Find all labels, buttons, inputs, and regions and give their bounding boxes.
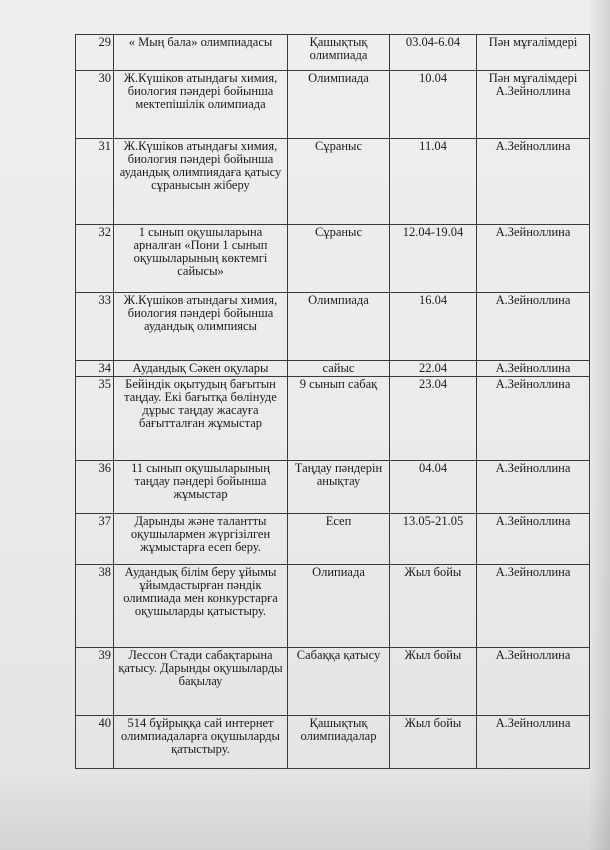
row-number: 38 xyxy=(76,565,114,648)
event-date: 03.04-6.04 xyxy=(390,35,477,71)
responsible-person: А.Зейноллина xyxy=(477,565,590,648)
table-row xyxy=(76,293,590,361)
row-number: 35 xyxy=(76,377,114,461)
event-form: Олимпиада xyxy=(288,71,390,139)
table-row xyxy=(76,648,590,716)
event-name: Аудандық білім беру ұйымы ұйымдастырған пәндік олимпиада мен конкурстарға оқушыларды қатыстыру. xyxy=(114,565,288,648)
table-row xyxy=(76,514,590,565)
event-form: Сұраныс xyxy=(288,225,390,293)
table-row xyxy=(76,35,590,71)
event-name: Аудандық Сәкен оқулары xyxy=(114,361,288,377)
row-number: 32 xyxy=(76,225,114,293)
event-date: 23.04 xyxy=(390,377,477,461)
event-date: 04.04 xyxy=(390,461,477,514)
event-name: 1 сынып оқушыларына арналған «Пони 1 сынып оқушыларының көктемгі сайысы» xyxy=(114,225,288,293)
page-bottom-shadow xyxy=(0,770,610,850)
event-name: Дарынды және талантты оқушылармен жүргізілген жұмыстарға есеп беру. xyxy=(114,514,288,565)
event-date: 11.04 xyxy=(390,139,477,225)
responsible-person: А.Зейноллина xyxy=(477,225,590,293)
page-edge-shadow xyxy=(588,0,610,850)
event-form: Қашықтық олимпиада xyxy=(288,35,390,71)
plan-table xyxy=(75,34,590,769)
row-number: 40 xyxy=(76,716,114,769)
event-name: 514 бұйрыққа сай интернет олимпиадаларға оқушыларды қатыстыру. xyxy=(114,716,288,769)
event-form: Сабаққа қатысу xyxy=(288,648,390,716)
row-number: 30 xyxy=(76,71,114,139)
responsible-person: А.Зейноллина xyxy=(477,293,590,361)
event-name: 11 сынып оқушыларының таңдау пәндері бойынша жұмыстар xyxy=(114,461,288,514)
row-number: 31 xyxy=(76,139,114,225)
table-row xyxy=(76,139,590,225)
row-number: 29 xyxy=(76,35,114,71)
event-name: Лессон Стади сабақтарына қатысу. Дарынды оқушыларды бақылау xyxy=(114,648,288,716)
event-date: Жыл бойы xyxy=(390,565,477,648)
event-form: 9 сынып сабақ xyxy=(288,377,390,461)
row-number: 39 xyxy=(76,648,114,716)
responsible-person: А.Зейноллина xyxy=(477,514,590,565)
responsible-person: Пән мұғалімдері А.Зейноллина xyxy=(477,71,590,139)
row-number: 34 xyxy=(76,361,114,377)
event-date: 22.04 xyxy=(390,361,477,377)
event-name: Ж.Күшіков атындағы химия, биология пәндері бойынша аудандық олимпиядаға қатысу сұранысын жіберу xyxy=(114,139,288,225)
table-row xyxy=(76,361,590,377)
row-number: 36 xyxy=(76,461,114,514)
event-name: Бейіндік оқытудың бағытын таңдау. Екі бағытқа бөлінуде дұрыс таңдау жасауға бағытталған жұмыстар xyxy=(114,377,288,461)
table-row xyxy=(76,565,590,648)
event-date: Жыл бойы xyxy=(390,716,477,769)
table-row xyxy=(76,225,590,293)
responsible-person: Пән мұғалімдері xyxy=(477,35,590,71)
plan-table-container xyxy=(75,34,589,767)
event-date: 12.04-19.04 xyxy=(390,225,477,293)
event-date: 13.05-21.05 xyxy=(390,514,477,565)
responsible-person: А.Зейноллина xyxy=(477,648,590,716)
responsible-person: А.Зейноллина xyxy=(477,361,590,377)
responsible-person: А.Зейноллина xyxy=(477,139,590,225)
event-date: Жыл бойы xyxy=(390,648,477,716)
event-form: Есеп xyxy=(288,514,390,565)
event-name: Ж.Күшіков атындағы химия, биология пәндері бойынша мектепішілік олимпиада xyxy=(114,71,288,139)
table-row xyxy=(76,377,590,461)
event-name: Ж.Күшіков атындағы химия, биология пәндері бойынша аудандық олимпиясы xyxy=(114,293,288,361)
table-row xyxy=(76,716,590,769)
responsible-person: А.Зейноллина xyxy=(477,377,590,461)
event-form: Олипиада xyxy=(288,565,390,648)
event-form: Қашықтық олимпиадалар xyxy=(288,716,390,769)
event-form: Олимпиада xyxy=(288,293,390,361)
table-row xyxy=(76,461,590,514)
event-date: 16.04 xyxy=(390,293,477,361)
event-form: сайыс xyxy=(288,361,390,377)
responsible-person: А.Зейноллина xyxy=(477,716,590,769)
event-form: Сұраныс xyxy=(288,139,390,225)
row-number: 33 xyxy=(76,293,114,361)
responsible-person: А.Зейноллина xyxy=(477,461,590,514)
table-row xyxy=(76,71,590,139)
event-date: 10.04 xyxy=(390,71,477,139)
event-form: Таңдау пәндерін анықтау xyxy=(288,461,390,514)
event-name: « Мың бала» олимпиадасы xyxy=(114,35,288,71)
row-number: 37 xyxy=(76,514,114,565)
